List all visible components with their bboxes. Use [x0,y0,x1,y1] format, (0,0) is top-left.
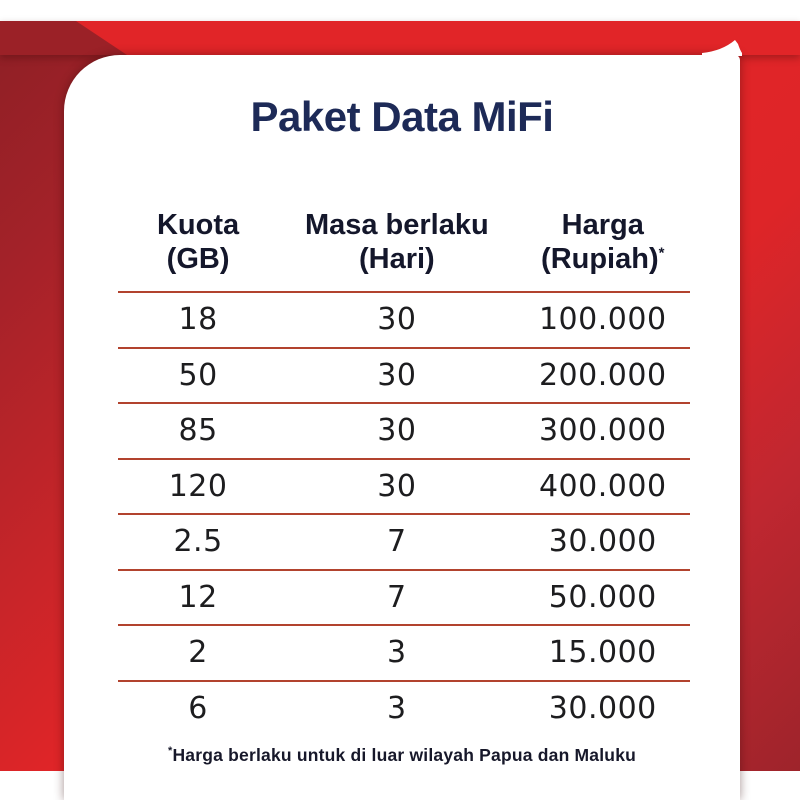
table-cell: 100.000 [538,302,667,338]
table-cell: 30 [377,302,417,338]
table-cell: 15.000 [548,635,657,671]
table-cell: 7 [387,524,407,560]
table-cell: 30 [377,413,417,449]
column-header: Masa berlaku (Hari) [304,209,489,275]
column-header: Harga (Rupiah)* [541,209,665,275]
red-top-band [0,21,800,55]
table-cell: 2.5 [173,524,223,560]
table-cell: 18 [178,302,218,338]
table-row [118,569,690,625]
table-cell: 7 [387,579,407,615]
page-title: Paket Data MiFi [250,93,554,140]
table-cell: 50 [178,357,218,393]
table-cell: 30 [377,357,417,393]
footnote-asterisk: * [167,745,173,758]
table-cell: 12 [178,579,218,615]
table-cell: 30 [377,468,417,504]
data-table [118,193,690,735]
table-cell: 50.000 [548,579,657,615]
table-row [118,347,690,403]
table-row [118,402,690,458]
footnote [64,745,740,766]
table-cell: 120 [168,468,228,504]
table-row [118,513,690,569]
content-card [64,55,740,800]
table-cell: 200.000 [538,357,667,393]
table-row [118,680,690,736]
table-cell: 400.000 [538,468,667,504]
table-cell: 85 [178,413,218,449]
table-cell: 6 [188,690,208,726]
table-cell: 3 [387,690,407,726]
footnote-text: Harga berlaku untuk di luar wilayah Papua dan Maluku [172,745,637,765]
column-header: Kuota (GB) [156,209,240,275]
table-header-row [118,193,690,291]
table-cell: 300.000 [538,413,667,449]
table-cell: 30.000 [548,524,657,560]
corner-curl-decoration [702,40,742,56]
table-cell: 30.000 [548,690,657,726]
table-body [118,291,690,735]
table-row [118,458,690,514]
table-cell: 3 [387,635,407,671]
table-cell: 2 [188,635,208,671]
table-row [118,291,690,347]
table-row [118,624,690,680]
